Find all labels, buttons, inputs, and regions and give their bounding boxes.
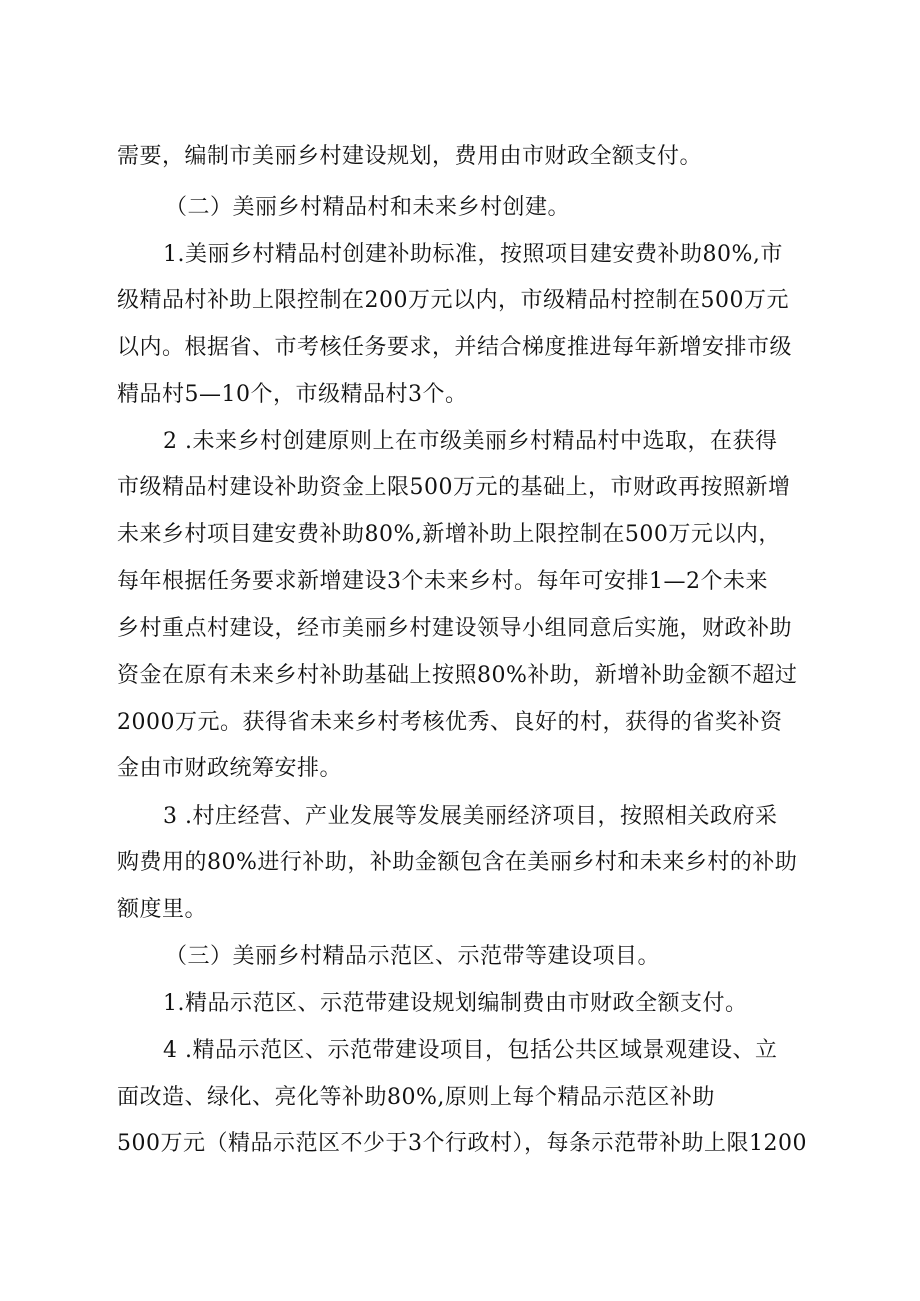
text-line-18: （三）美丽乡村精品示范区、示范带等建设项目。	[165, 944, 661, 969]
text-line-9: 未来乡村项目建安费补助80%,新增补助上限控制在500万元以内，	[117, 522, 781, 547]
text-line-2: （二）美丽乡村精品村和未来乡村创建。	[165, 195, 571, 220]
text-line-15: 3 .村庄经营、产业发展等发展美丽经济项目，按照相关政府采	[163, 804, 778, 829]
text-line-14: 金由市财政统筹安排。	[117, 756, 343, 781]
text-line-3: 1.美丽乡村精品村创建补助标准，按照项目建安费补助80%,市	[163, 242, 783, 267]
text-line-1: 需要，编制市美丽乡村建设规划，费用由市财政全额支付。	[117, 144, 703, 169]
text-line-4: 级精品村补助上限控制在200万元以内，市级精品村控制在500万元	[117, 288, 789, 313]
text-line-6: 精品村5—10个，市级精品村3个。	[117, 382, 468, 407]
text-line-21: 面改造、绿化、亮化等补助80%,原则上每个精品示范区补助	[117, 1085, 715, 1110]
text-line-22: 500万元（精品示范区不少于3个行政村），每条示范带补助上限1200	[117, 1131, 807, 1156]
text-line-19: 1.精品示范区、示范带建设规划编制费由市财政全额支付。	[163, 991, 748, 1016]
text-line-12: 资金在原有未来乡村补助基础上按照80%补助，新增补助金额不超过	[117, 663, 798, 688]
text-line-8: 市级精品村建设补助资金上限500万元的基础上，市财政再按照新增	[117, 475, 791, 500]
text-line-10: 每年根据任务要求新增建设3个未来乡村。每年可安排1—2个未来	[117, 569, 768, 594]
text-line-16: 购费用的80%进行补助，补助金额包含在美丽乡村和未来乡村的补助	[117, 850, 798, 875]
text-line-7: 2 .未来乡村创建原则上在市级美丽乡村精品村中选取，在获得	[163, 429, 778, 454]
text-line-5: 以内。根据省、市考核任务要求，并结合梯度推进每年新增安排市级	[117, 335, 793, 360]
text-line-17: 额度里。	[117, 897, 208, 922]
text-line-20: 4 .精品示范区、示范带建设项目，包括公共区域景观建设、立	[163, 1038, 778, 1063]
text-line-11: 乡村重点村建设，经市美丽乡村建设领导小组同意后实施，财政补助	[117, 616, 793, 641]
text-line-13: 2000万元。获得省未来乡村考核优秀、良好的村，获得的省奖补资	[117, 710, 783, 735]
